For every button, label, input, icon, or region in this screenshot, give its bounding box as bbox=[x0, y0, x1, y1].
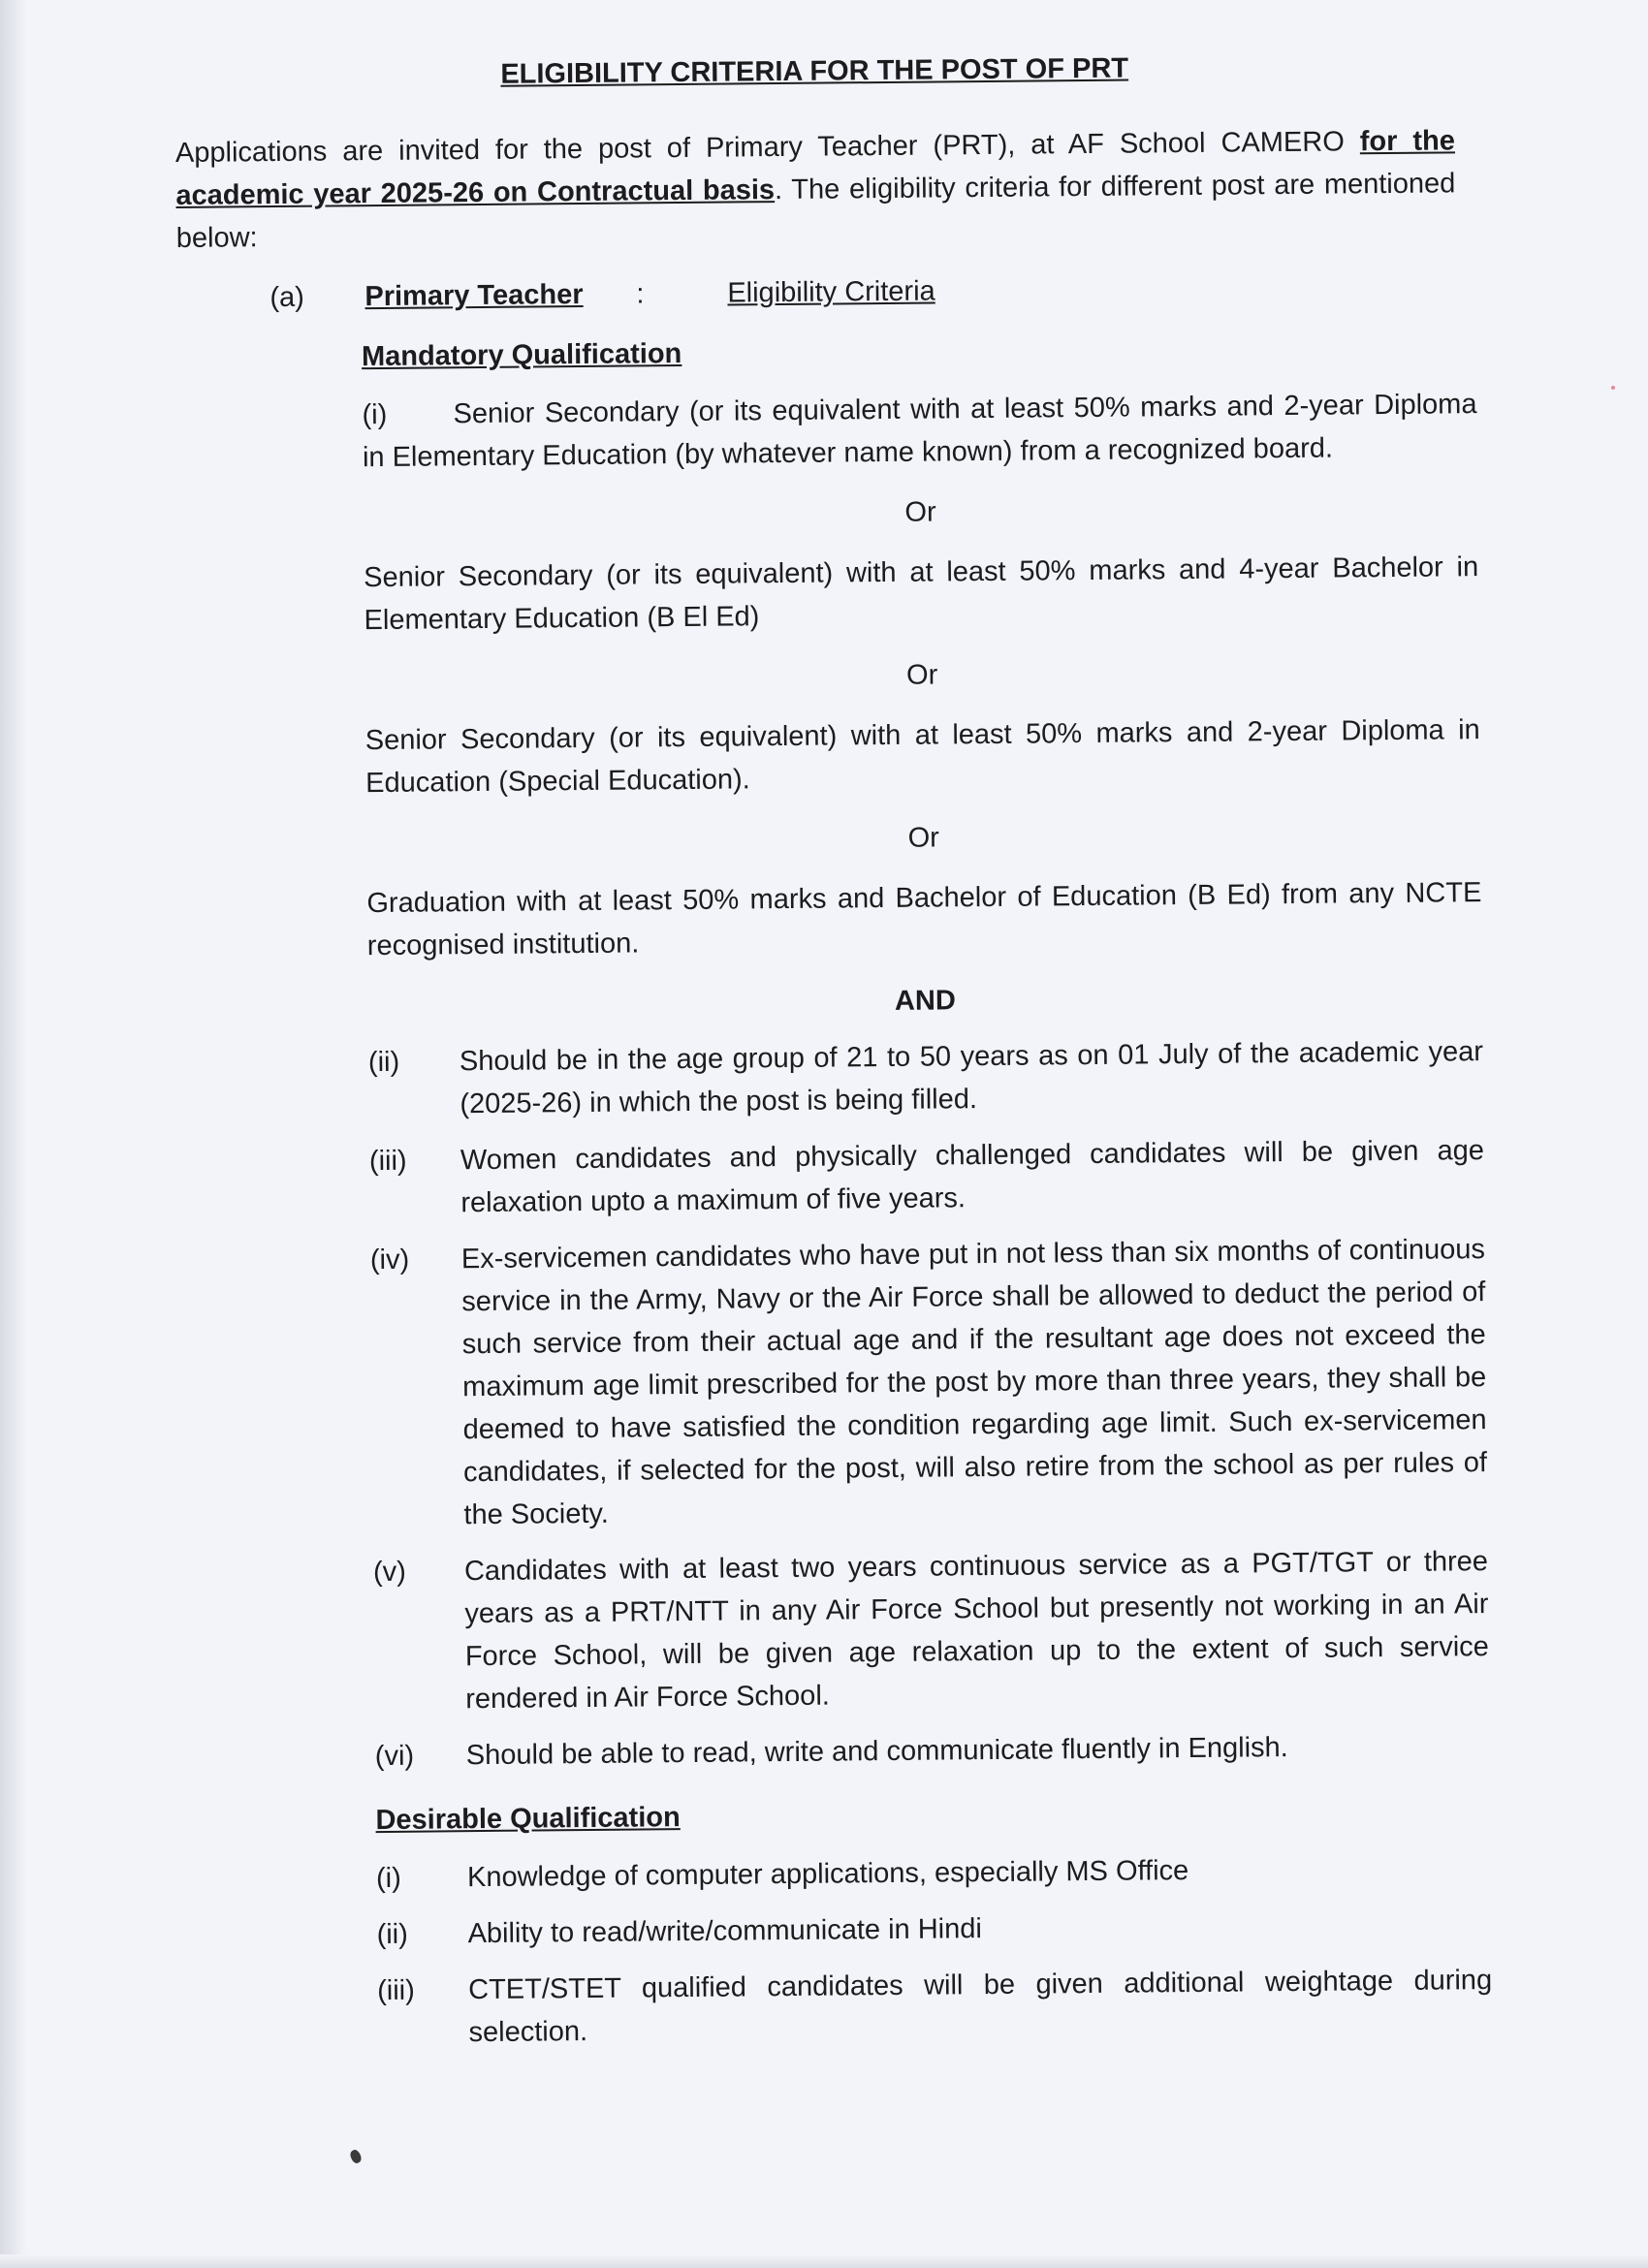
page-bottom-edge bbox=[0, 2254, 1648, 2268]
item-text: Knowledge of computer applications, especially MS Office bbox=[466, 1855, 1189, 1894]
item-number: (iii) bbox=[377, 1974, 415, 2007]
scan-dot bbox=[1611, 386, 1615, 390]
item-text: Should be in the age group of 21 to 50 years as on 01 July of the academic year (2025-26) in which the post is being filled. bbox=[459, 1036, 1484, 1120]
item-text: Women candidates and physically challenged candidates will be given age relaxation upto a maximum of five years. bbox=[460, 1135, 1485, 1219]
item-number: (vi) bbox=[374, 1740, 415, 1773]
eligibility-criteria-label: Eligibility Criteria bbox=[727, 275, 935, 309]
or-separator: Or bbox=[907, 822, 940, 854]
item-number: (iii) bbox=[368, 1145, 407, 1178]
document-title: ELIGIBILITY CRITERIA FOR THE POST OF PRT bbox=[500, 52, 1129, 90]
option-text: Senior Secondary (or its equivalent with at least 50% marks and 2-year Diploma in Elementary Education (by whatever name known) from a recognized board. bbox=[362, 389, 1477, 474]
role-colon: : bbox=[636, 278, 645, 310]
or-separator: Or bbox=[904, 496, 936, 528]
mandatory-item bbox=[370, 1228, 1488, 1537]
page-edge-shadow bbox=[0, 0, 27, 2268]
desirable-item bbox=[376, 1903, 1491, 1956]
intro-paragraph bbox=[175, 119, 1456, 260]
or-separator: Or bbox=[905, 659, 938, 691]
item-number: (ii) bbox=[367, 1046, 400, 1079]
mandatory-option-1 bbox=[362, 383, 1477, 479]
mandatory-item bbox=[375, 1724, 1490, 1778]
desirable-item bbox=[376, 1846, 1491, 1900]
role-title: Primary Teacher bbox=[364, 278, 584, 313]
item-text: Ex-servicemen candidates who have put in not less than six months of continuous service in the Army, Navy or the Air Force shall be allowed to deduct the period of such service from their actual age and if the resultant age does not exceed the maximum age limit prescribed for the post by more than three years, they shall be deemed to have satisfied the condition regarding age limit. Such ex-servicemen candidates, if selected for the post, will also retire from the school as per rules of the Society. bbox=[460, 1234, 1488, 1531]
section-a-number: (a) bbox=[269, 281, 305, 314]
section-a-header bbox=[176, 265, 1456, 320]
intro-bold-text: for the academic year 2025-26 on Contractual basis bbox=[175, 125, 1456, 211]
item-number: (i) bbox=[375, 1862, 401, 1895]
desirable-heading: Desirable Qualification bbox=[375, 1802, 681, 1837]
item-text: Should be able to read, write and communicate fluently in English. bbox=[465, 1732, 1288, 1772]
item-number: (iv) bbox=[369, 1244, 410, 1276]
item-text: Ability to read/write/communicate in Hindi bbox=[467, 1913, 983, 1950]
mandatory-item bbox=[373, 1540, 1490, 1721]
intro-text-2: . The eligibility criteria for different post are mentioned below: bbox=[175, 168, 1456, 254]
item-text: Candidates with at least two years continuous service as a PGT/TGT or three years as a PRT/NTT in any Air Force School but presently not working in an Air Force School, will be given age relaxation up to the extent of such service rendered in Air Force School. bbox=[463, 1546, 1489, 1716]
item-number: (v) bbox=[372, 1556, 407, 1589]
mandatory-heading: Mandatory Qualification bbox=[361, 337, 682, 373]
and-separator: AND bbox=[894, 985, 956, 1017]
mandatory-option-2: Senior Secondary (or its equivalent) with at least 50% marks and 4-year Bachelor in Elementary Education (B El Ed) bbox=[364, 551, 1479, 637]
mandatory-option-3: Senior Secondary (or its equivalent) with at least 50% marks and 2-year Diploma in Education (Special Education). bbox=[364, 714, 1480, 800]
mandatory-item-number: (i) bbox=[362, 398, 388, 431]
desirable-item bbox=[377, 1959, 1493, 2055]
document-body bbox=[174, 44, 1493, 2070]
item-number: (ii) bbox=[376, 1918, 408, 1951]
qualification-block bbox=[362, 325, 1493, 2055]
scan-speck bbox=[348, 2148, 364, 2164]
intro-text-1: Applications are invited for the post of Primary Teacher (PRT), at AF School CAMERO bbox=[174, 126, 1360, 169]
mandatory-item bbox=[368, 1030, 1484, 1126]
mandatory-option-4: Graduation with at least 50% marks and Bachelor of Education (B Ed) from any NCTE recognised institution. bbox=[366, 877, 1482, 962]
item-text: CTET/STET qualified candidates will be given additional weightage during selection. bbox=[468, 1965, 1493, 2049]
mandatory-item bbox=[369, 1129, 1485, 1225]
